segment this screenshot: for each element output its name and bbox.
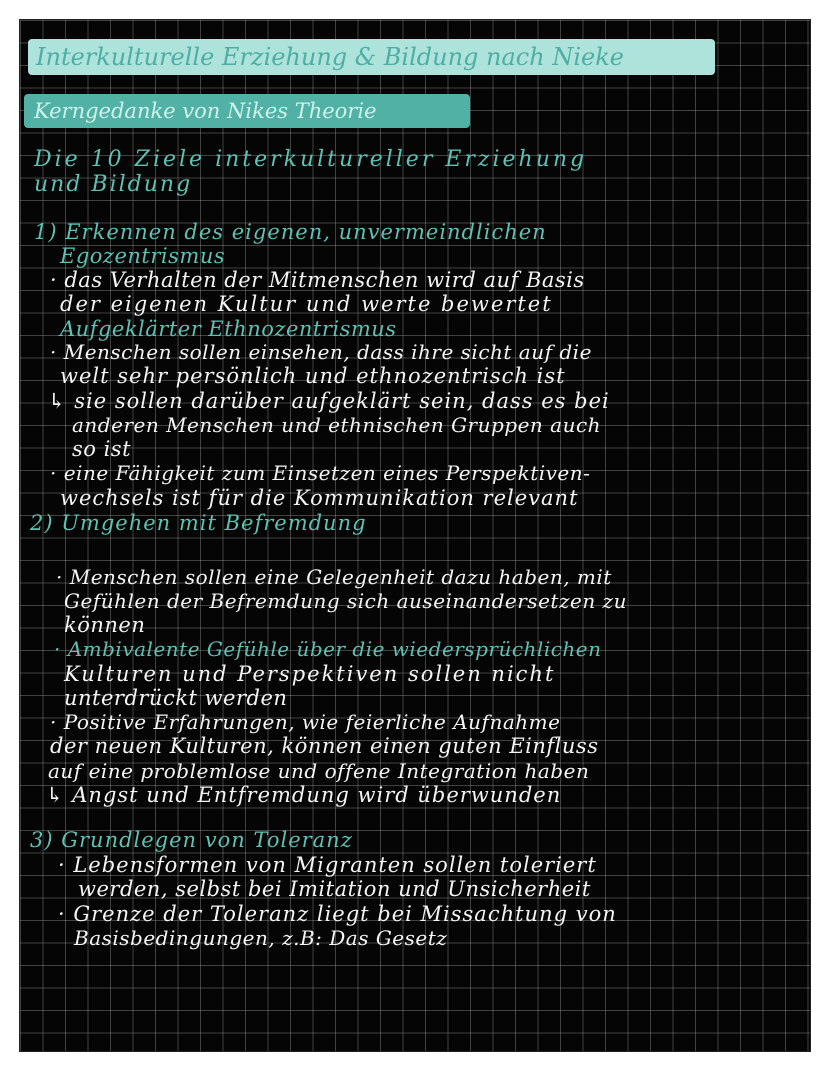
text-line: ↳ Angst und Entfremdung wird überwunden [46, 783, 562, 807]
text-line: · Grenze der Toleranz liegt bei Missachtung von [58, 902, 617, 926]
goals-heading-line-1: Die 10 Ziele interkultureller Erziehung [34, 147, 588, 172]
goals-heading-line-2: und Bildung [34, 172, 193, 197]
text-line: · Positive Erfahrungen, wie feierliche Aufnahme [50, 710, 561, 734]
text-line: können [64, 613, 146, 637]
section-heading-highlight: Kerngedanke von Nikes Theorie [24, 94, 470, 128]
text-line: auf eine problemlose und offene Integration haben [48, 759, 590, 783]
goal-1-heading-cont: Egozentrismus [60, 244, 226, 268]
text-line: wechsels ist für die Kommunikation relevant [60, 486, 579, 510]
text-line: Basisbedingungen, z.B: Das Gesetz [74, 926, 448, 950]
text-line: anderen Menschen und ethnischen Gruppen auch [72, 413, 602, 437]
text-line: Kulturen und Perspektiven sollen nicht [64, 662, 556, 686]
text-line: Gefühlen der Befremdung sich auseinandersetzen zu [64, 589, 627, 613]
text-line: der neuen Kulturen, können einen guten Einfluss [50, 734, 599, 758]
page-title: Interkulturelle Erziehung & Bildung nach Nieke [28, 39, 715, 75]
text-line: der eigenen Kultur und werte bewertet [60, 292, 553, 316]
text-line: · das Verhalten der Mitmenschen wird auf Basis [50, 268, 585, 292]
text-line: werden, selbst bei Imitation und Unsicherheit [78, 877, 591, 901]
text-line: so ist [72, 437, 132, 461]
subheading-ethnozentrismus: Aufgeklärter Ethnozentrismus [60, 317, 397, 341]
text-line: · Ambivalente Gefühle über die wiedersprüchlichen [54, 637, 602, 661]
text-line: ↳ sie sollen darüber aufgeklärt sein, dass es bei [48, 389, 610, 413]
text-line: welt sehr persönlich und ethnozentrisch ist [60, 364, 566, 388]
text-line: · Lebensformen von Migranten sollen toleriert [58, 853, 597, 877]
goal-1-heading: 1) Erkennen des eigenen, unvermeindlichen [34, 220, 547, 244]
text-line: · Menschen sollen einsehen, dass ihre sicht auf die [50, 340, 592, 364]
text-line: unterdrückt werden [64, 686, 288, 710]
goal-3-heading: 3) Grundlegen von Toleranz [30, 828, 353, 852]
goal-2-heading: 2) Umgehen mit Befremdung [30, 511, 367, 535]
text-line: · Menschen sollen eine Gelegenheit dazu haben, mit [56, 565, 612, 589]
grid-notebook-page [20, 20, 810, 1051]
text-line: · eine Fähigkeit zum Einsetzen eines Perspektiven- [50, 461, 591, 485]
